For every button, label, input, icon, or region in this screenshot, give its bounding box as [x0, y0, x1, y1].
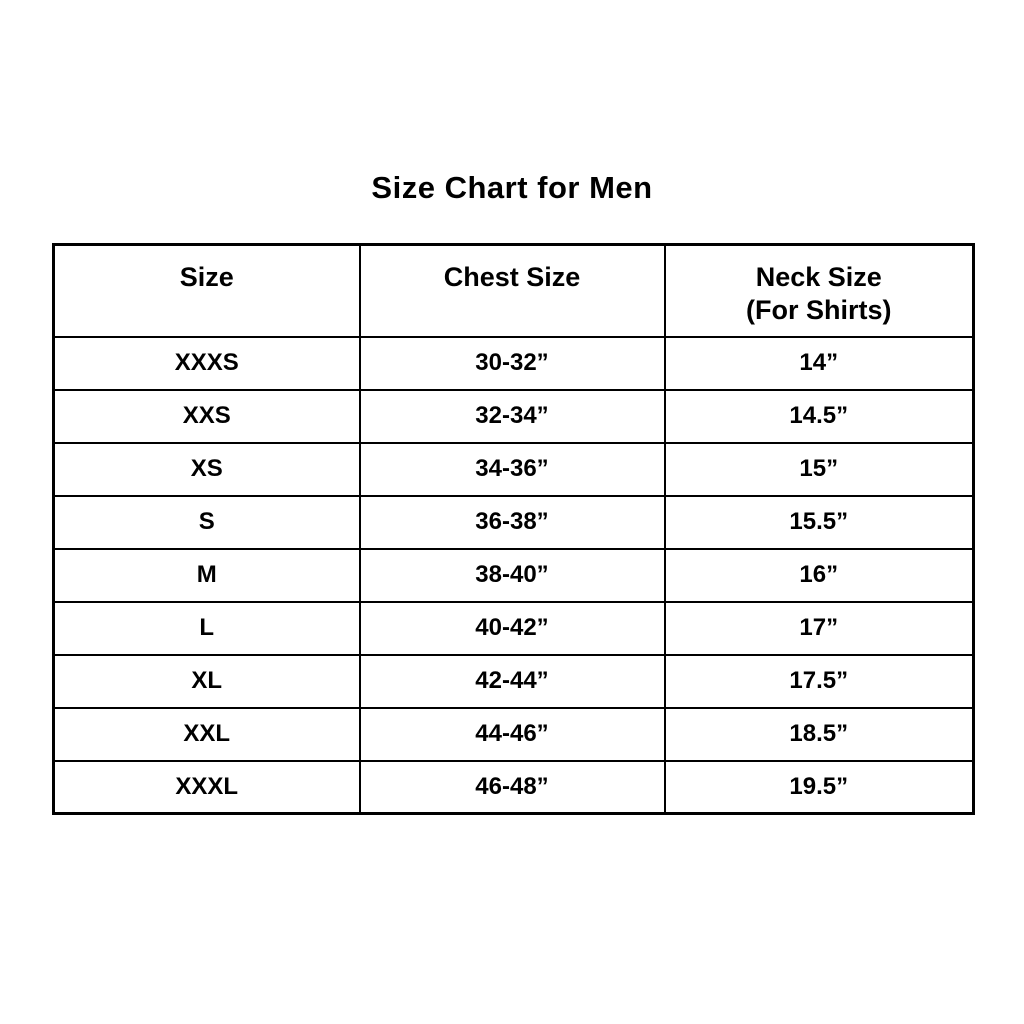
table-cell: XS [54, 443, 360, 496]
table-cell: XL [54, 655, 360, 708]
table-cell: 46-48” [360, 761, 665, 814]
table-header [54, 245, 974, 337]
table-cell: 40-42” [360, 602, 665, 655]
table-cell: 32-34” [360, 390, 665, 443]
table-row [54, 549, 974, 602]
table-cell: XXXS [54, 337, 360, 390]
table-row [54, 390, 974, 443]
table-cell: 30-32” [360, 337, 665, 390]
header-size [54, 245, 360, 337]
table-row [54, 602, 974, 655]
table-cell: XXS [54, 390, 360, 443]
table-row [54, 443, 974, 496]
table-cell: 38-40” [360, 549, 665, 602]
table-cell: XXL [54, 708, 360, 761]
table-cell: 15.5” [665, 496, 974, 549]
header-chest-size-label: Chest Size [443, 262, 581, 292]
table-row [54, 708, 974, 761]
header-neck-size-label: Neck Size [755, 262, 882, 292]
table-row [54, 761, 974, 814]
table-cell: 34-36” [360, 443, 665, 496]
table-cell: 15” [665, 443, 974, 496]
table-cell: M [54, 549, 360, 602]
table-body [54, 337, 974, 814]
table-cell: 17” [665, 602, 974, 655]
page-title: Size Chart for Men [371, 170, 653, 205]
table-cell: 14.5” [665, 390, 974, 443]
table-cell: S [54, 496, 360, 549]
header-chest-size [360, 245, 665, 337]
table-row [54, 496, 974, 549]
table-cell: XXXL [54, 761, 360, 814]
table-cell: 18.5” [665, 708, 974, 761]
header-size-label: Size [179, 262, 234, 292]
table-cell: 17.5” [665, 655, 974, 708]
header-neck-size [665, 245, 974, 337]
table-cell: 44-46” [360, 708, 665, 761]
table-cell: 14” [665, 337, 974, 390]
table-row [54, 655, 974, 708]
table-cell: 19.5” [665, 761, 974, 814]
table-cell: L [54, 602, 360, 655]
header-row [54, 245, 974, 337]
table-cell: 36-38” [360, 496, 665, 549]
size-chart-table [52, 243, 975, 815]
table-cell: 16” [665, 549, 974, 602]
header-neck-size-sublabel: (For Shirts) [746, 295, 892, 325]
table-row [54, 337, 974, 390]
table-cell: 42-44” [360, 655, 665, 708]
